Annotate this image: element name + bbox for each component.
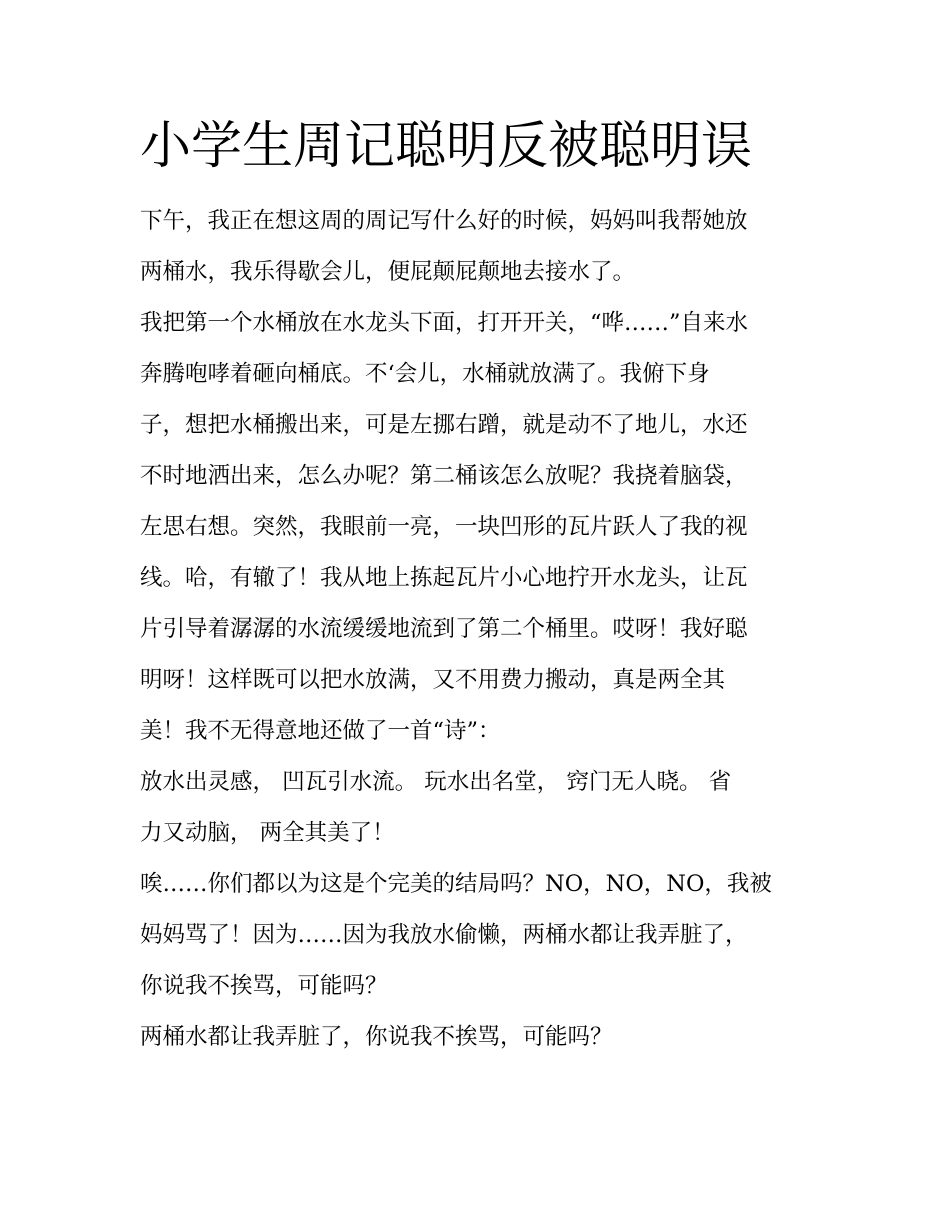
document-body	[140, 196, 820, 1063]
body-line: 不时地洒出来，怎么办呢？第二桶该怎么放呢？我挠着脑袋，	[140, 463, 748, 489]
document-title: 小学生周记聪明反被聪明误	[140, 117, 753, 176]
body-line: 你说我不挨骂，可能吗？	[140, 973, 388, 999]
body-line: 线。哈，有辙了！我从地上拣起瓦片小心地拧开水龙头，让瓦	[140, 565, 748, 591]
body-line: 两桶水，我乐得歇会儿，便屁颠屁颠地去接水了。	[140, 259, 636, 285]
body-line: 左思右想。突然，我眼前一亮，一块凹形的瓦片跃人了我的视	[140, 514, 748, 540]
body-line: 子，想把水桶搬出来，可是左挪右蹭，就是动不了地儿，水还	[140, 412, 748, 438]
poem-line: 放水出灵感， 凹瓦引水流。 玩水出名堂， 窍门无人晓。 省	[140, 769, 732, 795]
body-line: 奔腾咆哮着砸向桶底。不‘会儿，水桶就放满了。我俯下身	[140, 361, 710, 387]
body-line: 美！我不无得意地还做了一首“诗”：	[140, 718, 501, 744]
poem-line: 力又动脑， 两全其美了！	[140, 820, 395, 846]
body-line: 妈妈骂了！因为……因为我放水偷懒，两桶水都让我弄脏了，	[140, 922, 748, 948]
body-line: 两桶水都让我弄脏了，你说我不挨骂，可能吗？	[140, 1024, 613, 1050]
body-line: 下午，我正在想这周的周记写什么好的时候，妈妈叫我帮她放	[140, 208, 748, 234]
body-line: 明呀！这样既可以把水放满，又不用费力搬动，真是两全其	[140, 667, 726, 693]
body-line: 我把第一个水桶放在水龙头下面，打开开关，“哗……”自来水	[140, 310, 749, 336]
body-line: 片引导着潺潺的水流缓缓地流到了第二个桶里。哎呀！我好聪	[140, 616, 748, 642]
body-line: 唉……你们都以为这是个完美的结局吗？NO，NO，NO，我被	[140, 871, 772, 897]
